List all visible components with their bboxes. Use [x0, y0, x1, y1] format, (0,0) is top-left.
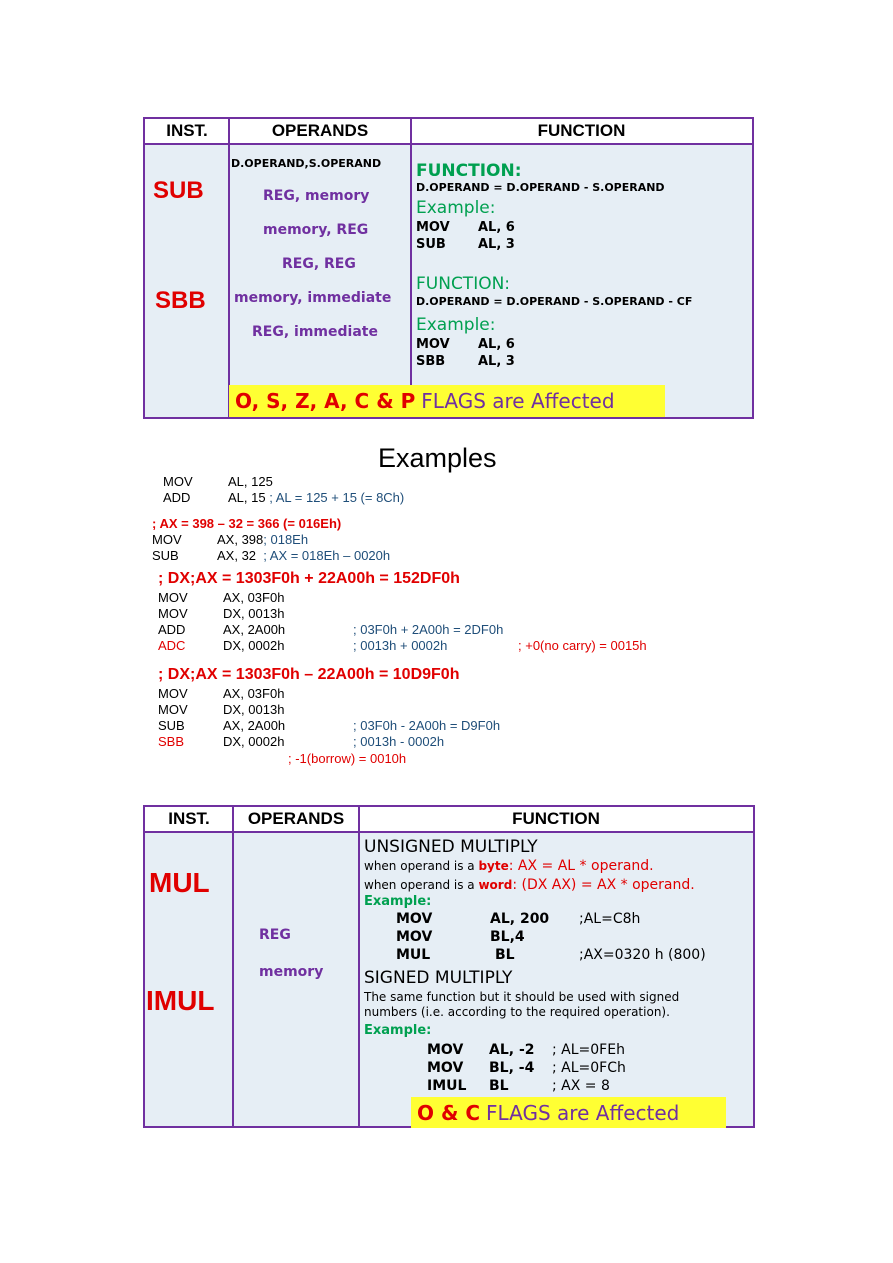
word-line-post: : (DX AX) = AX * operand. — [512, 877, 695, 893]
header-operands: OPERANDS — [229, 119, 411, 145]
ex-args: AX, 03F0h — [223, 590, 285, 605]
inst-sbb: SBB — [155, 287, 206, 314]
mul-ex-comment: ;AX=0320 h (800) — [579, 947, 706, 963]
byte-line-pre: when operand is a — [364, 859, 479, 873]
operand-item: memory — [259, 964, 324, 980]
mul-ex-op: MOV — [396, 911, 433, 927]
imul-ex-args: BL — [489, 1078, 509, 1094]
example-line — [223, 590, 284, 605]
example-line — [223, 702, 284, 717]
example-line — [223, 638, 284, 653]
byte-word: byte — [478, 859, 509, 873]
ex-op: MOV — [158, 702, 188, 717]
ex-args: DX, 0013h — [223, 702, 285, 717]
example-line — [223, 718, 285, 733]
ex-comment-borrow: ; -1(borrow) = 0010h — [288, 751, 407, 766]
sbb-example-label: Example: — [416, 315, 496, 335]
ex-op-adc: ADC — [158, 638, 186, 653]
ex-comment: ; AL = 125 + 15 (= 8Ch) — [269, 490, 405, 505]
header-function: FUNCTION — [359, 807, 753, 833]
operand-item: REG, memory — [263, 188, 370, 204]
ex-comment: ; 03F0h - 2A00h = D9F0h — [353, 718, 501, 733]
example-line — [152, 532, 182, 547]
mul-ex-args: BL,4 — [490, 929, 525, 945]
header-inst: INST. — [145, 119, 229, 145]
ex-comment: ; 0013h + 0002h — [353, 638, 448, 653]
ex-args: DX, 0013h — [223, 606, 285, 621]
word-line — [364, 877, 695, 893]
imul-example-label: Example: — [364, 1023, 432, 1038]
imul-ex-op: MOV — [427, 1042, 464, 1058]
header-inst: INST. — [145, 807, 233, 833]
operand-item: REG — [259, 927, 291, 943]
flags-list: O & C — [417, 1100, 481, 1125]
mul-ex-op: MUL — [396, 947, 431, 963]
ex-comment: ; AX = 018Eh – 0020h — [263, 548, 391, 563]
sbb-function-text: D.OPERAND = D.OPERAND - S.OPERAND - CF — [416, 295, 693, 308]
sbb-example-op: MOV — [416, 337, 450, 352]
sbb-example-args: AL, 3 — [478, 354, 515, 369]
operand-item: REG, immediate — [252, 324, 378, 340]
example-line — [163, 474, 193, 489]
examples-title: Examples — [378, 443, 497, 473]
ex-op: SUB — [152, 548, 179, 563]
example-line — [158, 718, 185, 733]
ex-args: AX, 32 — [217, 548, 257, 563]
operand-item: REG, REG — [282, 256, 356, 272]
ex-args: DX, 0002h — [223, 734, 285, 749]
ex-op-sbb: SBB — [158, 734, 185, 749]
ex-op: ADD — [163, 490, 191, 505]
mul-ex-args: BL — [495, 947, 515, 963]
word-line-pre: when operand is a — [364, 878, 479, 892]
ex-args: AX, 2A00h — [223, 622, 286, 637]
ex-op: ADD — [158, 622, 186, 637]
ex-args: AX, 398 — [217, 532, 264, 547]
block3-head: ; DX;AX = 1303F0h + 22A00h = 152DF0h — [158, 570, 460, 587]
mul-ex-comment: ;AL=C8h — [579, 911, 641, 927]
ex-args: AX, 03F0h — [223, 686, 285, 701]
word-word: word — [478, 878, 513, 892]
imul-ex-op: IMUL — [427, 1078, 467, 1094]
example-line — [158, 606, 188, 621]
sbb-example-op: SBB — [416, 354, 446, 369]
mul-ex-op: MOV — [396, 929, 433, 945]
header-operands: OPERANDS — [233, 807, 359, 833]
inst-mul: MUL — [149, 867, 210, 898]
flags-banner — [229, 385, 665, 417]
imul-ex-args: BL, -4 — [489, 1060, 535, 1076]
block4-head: ; DX;AX = 1303F0h – 22A00h = 10D9F0h — [158, 666, 460, 683]
sub-function-label: FUNCTION: — [416, 161, 522, 181]
unsigned-title: UNSIGNED MULTIPLY — [364, 837, 538, 857]
example-line — [223, 686, 284, 701]
ex-op: SUB — [158, 718, 185, 733]
flags-text: FLAGS are Affected — [421, 389, 615, 413]
example-line — [223, 622, 285, 637]
ex-comment: ; 03F0h + 2A00h = 2DF0h — [353, 622, 504, 637]
ex-op: MOV — [158, 686, 188, 701]
ex-comment-carry: ; +0(no carry) = 0015h — [518, 638, 647, 653]
inst-sub: SUB — [153, 177, 204, 204]
inst-imul: IMUL — [146, 985, 215, 1016]
byte-line-post: : AX = AL * operand. — [508, 858, 654, 874]
ex-op: MOV — [163, 474, 193, 489]
example-line — [163, 490, 190, 505]
example-line — [158, 590, 188, 605]
imul-ex-comment: ; AL=0FCh — [552, 1060, 626, 1076]
ex-comment: ; 0013h - 0002h — [353, 734, 445, 749]
imul-ex-comment: ; AX = 8 — [552, 1078, 610, 1094]
mul-example-label: Example: — [364, 894, 432, 909]
sub-example-args: AL, 3 — [478, 237, 515, 252]
sub-sbb-table — [143, 117, 754, 419]
ex-op: MOV — [152, 532, 182, 547]
ex-args: DX, 0002h — [223, 638, 285, 653]
example-line — [228, 474, 273, 489]
sbb-function-label: FUNCTION: — [416, 274, 511, 294]
example-line — [228, 490, 404, 505]
ex-args: AX, 2A00h — [223, 718, 286, 733]
ex-op: MOV — [158, 590, 188, 605]
byte-line — [364, 858, 654, 874]
example-line — [223, 734, 284, 749]
operand-item: memory, immediate — [234, 290, 392, 306]
operand-item: memory, REG — [263, 222, 369, 238]
example-line — [158, 622, 185, 637]
ex-comment: ; 018Eh — [263, 532, 309, 547]
example-line — [152, 548, 179, 563]
signed-text-1: The same function but it should be used with signed — [364, 990, 680, 1004]
signed-text-2: numbers (i.e. according to the required operation). — [364, 1005, 670, 1019]
block2-head: ; AX = 398 – 32 = 366 (= 016Eh) — [152, 516, 342, 531]
example-line — [158, 686, 188, 701]
ex-args: AL, 125 — [228, 474, 273, 489]
ex-op: MOV — [158, 606, 188, 621]
sub-function-text: D.OPERAND = D.OPERAND - S.OPERAND — [416, 181, 665, 194]
sub-example-op: SUB — [416, 237, 446, 252]
mul-imul-table — [143, 805, 755, 1128]
example-line — [158, 702, 188, 717]
imul-ex-comment: ; AL=0FEh — [552, 1042, 625, 1058]
sub-example-args: AL, 6 — [478, 220, 515, 235]
sub-example-op: MOV — [416, 220, 450, 235]
header-function: FUNCTION — [411, 119, 752, 145]
imul-ex-args: AL, -2 — [489, 1042, 535, 1058]
flags-list: O, S, Z, A, C & P — [235, 389, 416, 413]
flags-banner — [411, 1097, 726, 1128]
sbb-example-args: AL, 6 — [478, 337, 515, 352]
example-line — [217, 532, 308, 547]
imul-ex-op: MOV — [427, 1060, 464, 1076]
mul-ex-args: AL, 200 — [490, 911, 550, 927]
flags-text: FLAGS are Affected — [486, 1100, 680, 1125]
example-line — [217, 548, 390, 563]
sub-example-label: Example: — [416, 198, 496, 218]
example-line — [223, 606, 284, 621]
ex-args: AL, 15 — [228, 490, 266, 505]
signed-title: SIGNED MULTIPLY — [364, 968, 513, 988]
operands-title: D.OPERAND,S.OPERAND — [231, 157, 382, 170]
